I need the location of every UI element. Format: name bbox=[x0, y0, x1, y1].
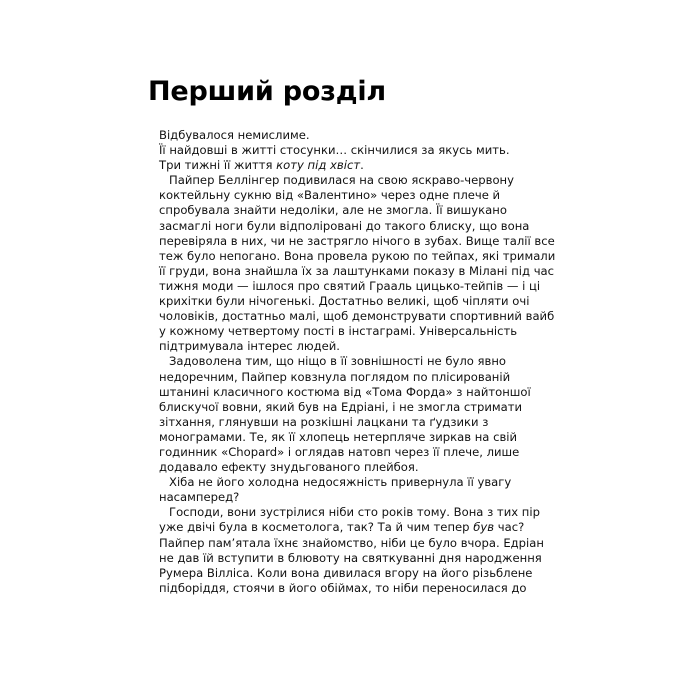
text-run: Хіба не його холодна недосяжність привернула її увагу насамперед? bbox=[159, 475, 512, 505]
text-run: . bbox=[360, 158, 364, 173]
body-paragraph bbox=[159, 475, 557, 505]
body-paragraph bbox=[159, 128, 557, 143]
italic-text-run: коту під хвіст bbox=[276, 158, 361, 173]
text-run: Пайпер Беллінгер подивилася на свою яскраво-червону коктейльну сукню від «Валентино» через одне плече й спробувала знайти недоліки, але не змогла. Її вишукано засмаглі ноги були відполіровані до такого блиску, що вона перевіряла в них, чи не застрягло нічого в зубах. Вище талії все теж було непогано. Вона провела рукою по тейпах, які тримали її груди, вона знайшла їх за лаштунками показу в Мілані під час тижня моди — ішлося про святий Грааль цицько-тейпів — і ці крихітки були нічогенькі. Достатньо великі, щоб чіпляти очі чоловіків, достатньо малі, щоб демонструвати спортивний вайб у кожному четвертому пості в інстаграмі. Універсальність підтримувала інтерес людей. bbox=[159, 173, 556, 354]
body-paragraph bbox=[159, 143, 557, 158]
text-run: Відбувалося немислиме. bbox=[159, 128, 310, 142]
text-run: Задоволена тим, що ніщо в її зовнішності не було явно недоречним, Пайпер ковзнула поглядом по плісированій штанині класичного костюма від «Тома Форда» з найтоншої блискучої вовни, який був на Едріані, і не змогла стримати зітхання, глянувши на розкішні лацкани та ґудзики з монограмами. Те, як її хлопець нетерпляче зиркав на свій годинник «Chopard» і оглядав натовп через її плече, лише додавало ефекту знудьгованого плейбоя. bbox=[159, 354, 531, 475]
body-paragraph bbox=[159, 505, 557, 596]
text-run: Три тижні її життя bbox=[159, 158, 277, 173]
italic-text-run: був bbox=[473, 520, 495, 535]
text-run: Її найдовші в житті стосунки… скінчилися за якусь мить. bbox=[159, 143, 510, 158]
text-run: Господи, вони зустрілися ніби сто років тому. Вона з тих пір уже двічі була в косметолога, так? Та й чим тепер bbox=[159, 505, 540, 535]
text-run: час? Пайпер пам’ятала їхнє знайомство, ніби це було вчора. Едріан не дав їй вступити в блювоту на святкуванні дня народження Румера Вілліса. Коли вона дивилася вгору на його різьблене підборіддя, стоячи в його обіймах, то ніби переносилася до bbox=[159, 520, 544, 595]
body-paragraph bbox=[159, 354, 557, 475]
body-paragraph bbox=[159, 173, 557, 354]
chapter-title: Перший розділ bbox=[148, 76, 386, 107]
body-paragraph bbox=[159, 158, 557, 173]
chapter-body-text bbox=[159, 128, 557, 596]
document-content bbox=[148, 76, 556, 596]
